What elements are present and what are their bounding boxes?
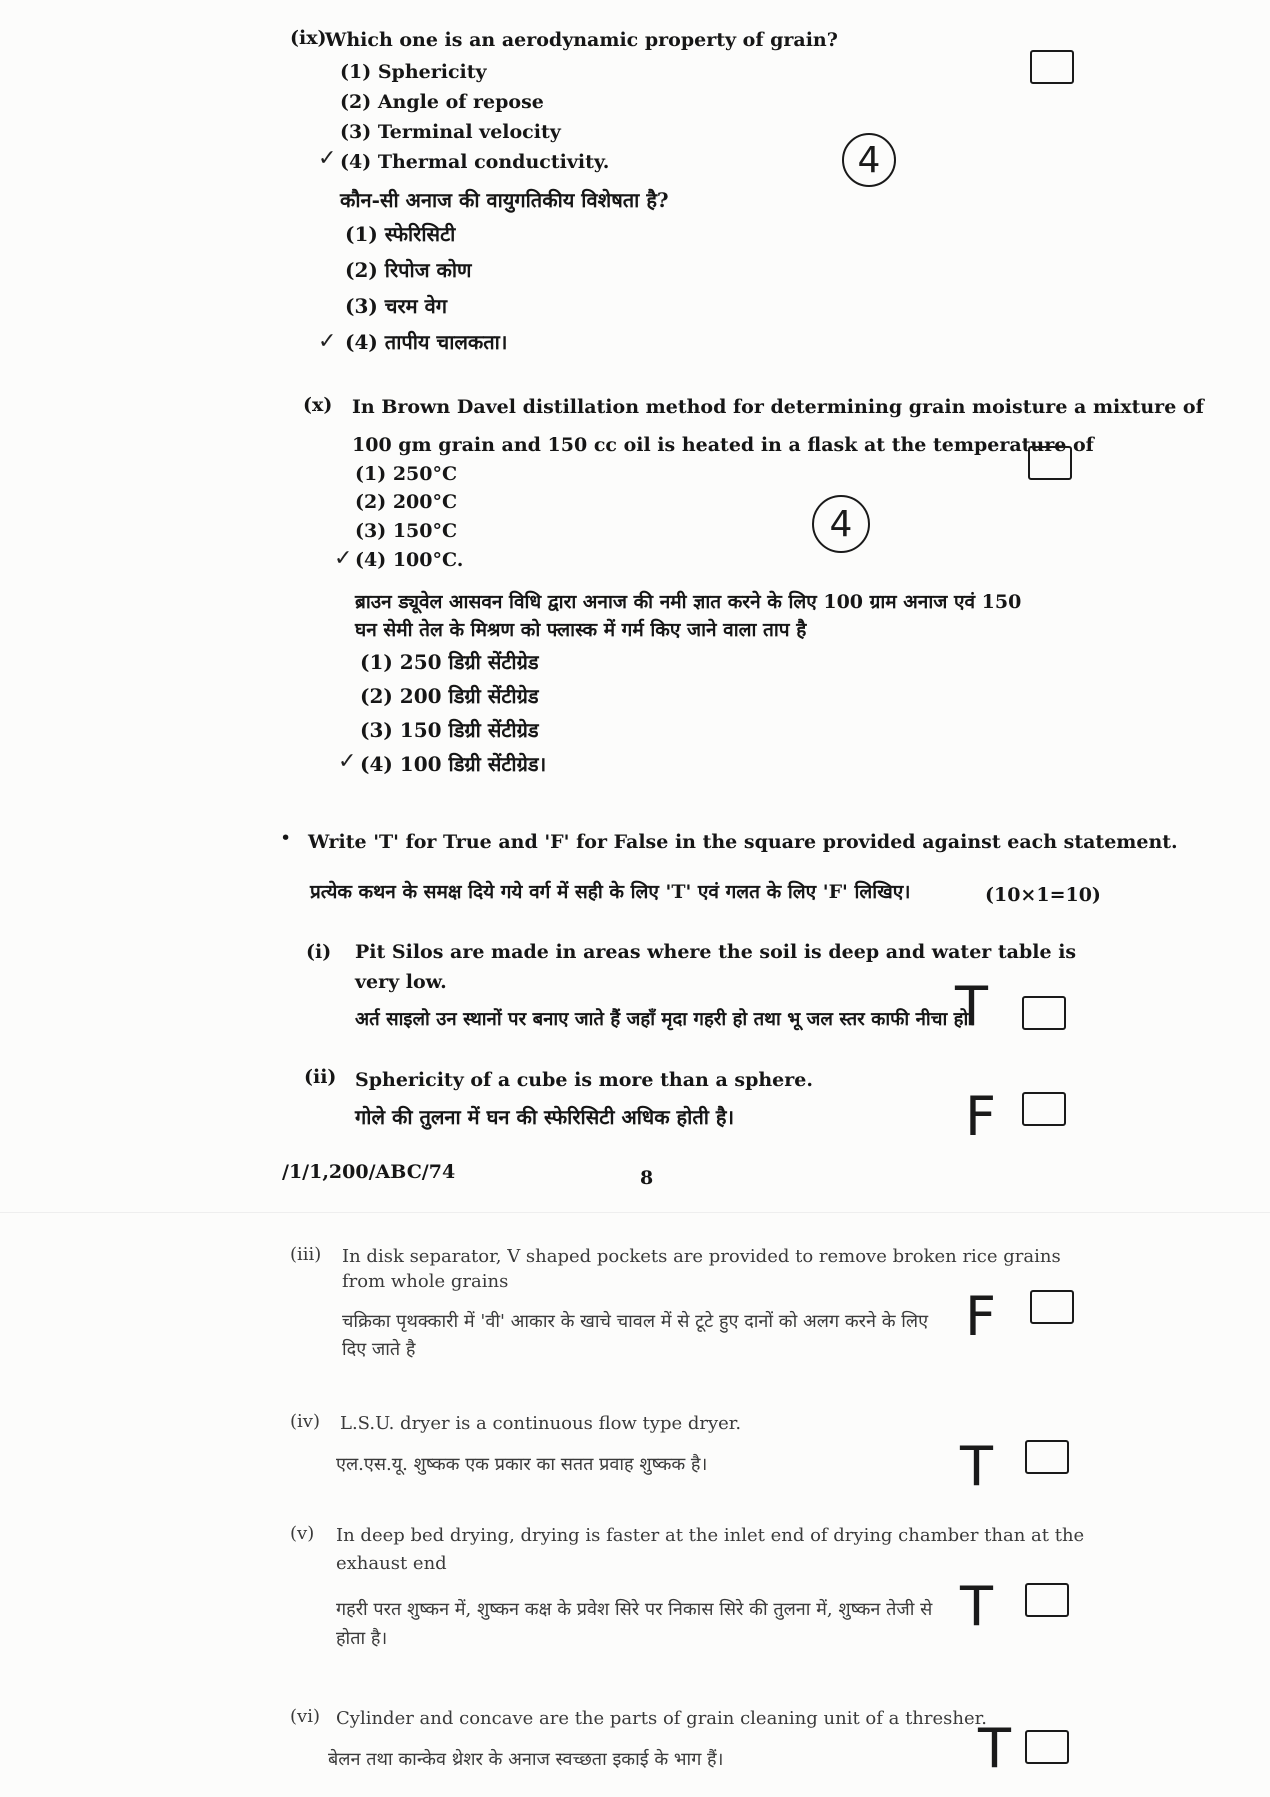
tf-iii-hi-line2: दिए जाते है	[342, 1339, 416, 1360]
tf-box-vi[interactable]	[1025, 1730, 1069, 1764]
option-ix-1-hi: (1) स्फेरिसिटी	[345, 222, 456, 246]
tf-i-en-line1: Pit Silos are made in areas where the soil is deep and water table is	[355, 941, 1077, 963]
question-ix-text-en: Which one is an aerodynamic property of grain?	[325, 29, 838, 51]
tf-iii-en-line2: from whole grains	[342, 1271, 509, 1292]
tf-iii-hi-line1: चक्रिका पृथक्कारी में 'वी' आकार के खाचे चावल में से टूटे हुए दानों को अलग करने के लिए	[342, 1311, 929, 1332]
tf-ii-hi: गोले की तुलना में घन की स्फेरिसिटी अधिक होती है।	[355, 1105, 735, 1129]
tf-v-en-line1: In deep bed drying, drying is faster at the inlet end of drying chamber than at the	[336, 1525, 1085, 1546]
question-x-text-en-line1: In Brown Davel distillation method for determining grain moisture a mixture of	[352, 396, 1204, 418]
handwritten-circled-answer-ix: 4	[842, 133, 896, 187]
tf-i-hi: अर्त साइलो उन स्थानों पर बनाए जाते हैं जहाँ मृदा गहरी हो तथा भू जल स्तर काफी नीचा हो।	[355, 1009, 976, 1030]
tf-box-i[interactable]	[1022, 996, 1066, 1030]
tf-iv-en: L.S.U. dryer is a continuous flow type dryer.	[340, 1413, 742, 1434]
page-number: 8	[640, 1167, 654, 1189]
question-x-text-en-line2: 100 gm grain and 150 cc oil is heated in a flask at the temperature of	[352, 434, 1094, 456]
tf-ii-en: Sphericity of a cube is more than a sphere.	[355, 1069, 813, 1091]
check-mark-icon: ✓	[338, 749, 357, 774]
tf-instruction-en: Write 'T' for True and 'F' for False in the square provided against each statement.	[308, 831, 1178, 853]
tf-v-hi-line2: होता है।	[336, 1628, 388, 1649]
check-mark-icon: ✓	[334, 546, 353, 571]
handwritten-mark-iii: F	[965, 1285, 997, 1348]
question-x-text-hi-line1: ब्राउन ड्यूवेल आसवन विधि द्वारा अनाज की नमी ज्ञात करने के लिए 100 ग्राम अनाज एवं 150	[355, 591, 1022, 613]
tf-instruction-hi: प्रत्येक कथन के समक्ष दिये गये वर्ग में सही के लिए 'T' एवं गलत के लिए 'F' लिखिए।	[310, 881, 911, 903]
answer-box-ix[interactable]	[1030, 50, 1074, 84]
handwritten-mark-v: T	[960, 1575, 993, 1638]
tf-number-v: (v)	[290, 1523, 315, 1544]
question-ix-text-hi: कौन-सी अनाज की वायुगतिकीय विशेषता है?	[340, 188, 669, 212]
handwritten-circled-answer-x: 4	[812, 495, 870, 553]
tf-v-hi-line1: गहरी परत शुष्कन में, शुष्कन कक्ष के प्रवेश सिरे पर निकास सिरे की तुलना में, शुष्कन तेजी से	[336, 1599, 933, 1620]
check-mark-icon: ✓	[318, 329, 337, 354]
question-x-text-hi-line2: घन सेमी तेल के मिश्रण को फ्लास्क में गर्म किए जाने वाला ताप है	[355, 619, 807, 641]
option-ix-4-hi: (4) तापीय चालकता।	[345, 330, 508, 354]
tf-i-en-line2: very low.	[355, 971, 447, 993]
tf-vi-en: Cylinder and concave are the parts of grain cleaning unit of a thresher.	[336, 1708, 987, 1729]
handwritten-mark-vi: T	[978, 1717, 1011, 1780]
option-x-4-hi: (4) 100 डिग्री सेंटीग्रेड।	[360, 752, 547, 776]
question-number-x: (x)	[303, 394, 333, 416]
option-ix-3-en: (3) Terminal velocity	[340, 121, 561, 143]
option-x-1-en: (1) 250°C	[355, 463, 458, 485]
footer-code: /1/1,200/ABC/74	[282, 1161, 456, 1183]
tf-iv-hi: एल.एस.यू. शुष्कक एक प्रकार का सतत प्रवाह शुष्कक है।	[336, 1454, 708, 1475]
option-ix-2-en: (2) Angle of repose	[340, 91, 544, 113]
tf-number-vi: (vi)	[290, 1706, 320, 1727]
bullet-mark: •	[280, 827, 292, 849]
handwritten-mark-iv: T	[960, 1435, 993, 1498]
tf-box-ii[interactable]	[1022, 1092, 1066, 1126]
option-ix-1-en: (1) Sphericity	[340, 61, 487, 83]
tf-vi-hi: बेलन तथा कान्केव थ्रेशर के अनाज स्वच्छता इकाई के भाग हैं।	[328, 1749, 724, 1770]
answer-box-x[interactable]	[1028, 446, 1072, 480]
tf-number-i: (i)	[306, 941, 332, 963]
option-x-4-en: (4) 100°C.	[355, 549, 464, 571]
option-x-2-hi: (2) 200 डिग्री सेंटीग्रेड	[360, 684, 539, 708]
question-number-ix: (ix)	[290, 27, 327, 49]
page-break	[0, 1212, 1270, 1213]
option-x-3-en: (3) 150°C	[355, 520, 458, 542]
tf-number-iii: (iii)	[290, 1244, 322, 1265]
handwritten-mark-i: T	[955, 975, 988, 1038]
tf-box-iii[interactable]	[1030, 1290, 1074, 1324]
tf-number-ii: (ii)	[304, 1066, 337, 1088]
tf-marks: (10×1=10)	[985, 884, 1101, 906]
option-ix-2-hi: (2) रिपोज कोण	[345, 258, 472, 282]
option-ix-3-hi: (3) चरम वेग	[345, 294, 447, 318]
tf-number-iv: (iv)	[290, 1411, 320, 1432]
handwritten-mark-ii: F	[965, 1085, 997, 1148]
tf-iii-en-line1: In disk separator, V shaped pockets are provided to remove broken rice grains	[342, 1246, 1061, 1267]
option-ix-4-en: (4) Thermal conductivity.	[340, 151, 610, 173]
option-x-1-hi: (1) 250 डिग्री सेंटीग्रेड	[360, 650, 539, 674]
tf-box-v[interactable]	[1025, 1583, 1069, 1617]
option-x-3-hi: (3) 150 डिग्री सेंटीग्रेड	[360, 718, 539, 742]
tf-v-en-line2: exhaust end	[336, 1553, 447, 1574]
option-x-2-en: (2) 200°C	[355, 491, 458, 513]
check-mark-icon: ✓	[318, 146, 337, 171]
tf-box-iv[interactable]	[1025, 1440, 1069, 1474]
